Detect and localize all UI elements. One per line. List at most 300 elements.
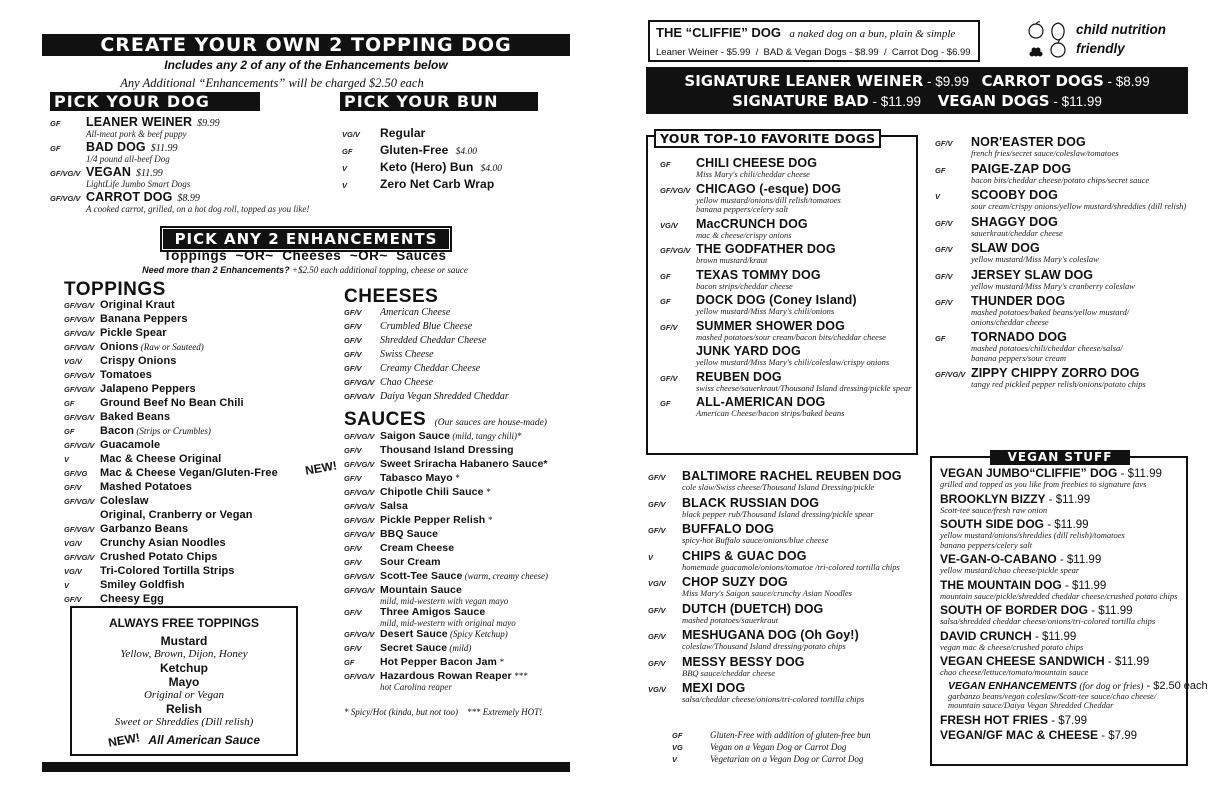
menu-dog: [660, 344, 916, 368]
diet-tag: GF/V: [344, 558, 362, 567]
dog-option-row: [50, 115, 320, 129]
dog-option: [50, 190, 320, 214]
sauce-item: [344, 444, 574, 458]
sauce-item: [344, 656, 574, 670]
vegan-item: [940, 552, 1188, 576]
menu-dog-desc: cole slaw/Swiss cheese/Thousand Island Dressing/pickle: [682, 482, 875, 492]
cliffie-desc: a naked dog on a bun, plain & simple: [789, 28, 956, 40]
topping-name: Garbanzo Beans: [100, 523, 189, 535]
toppings-list: [64, 299, 324, 607]
vegan-item-desc: Scott-tee sauce/fresh raw onion: [940, 504, 1048, 515]
topping-name: Cheesy Egg: [100, 593, 164, 605]
diet-tag: GF/V: [344, 322, 362, 331]
menu-dog-name: BLACK RUSSIAN DOG: [682, 495, 820, 510]
sauce-name: Chipotle Chili Sauce: [380, 486, 484, 498]
menu-dog-name: ZIPPY CHIPPY ZORRO DOG: [971, 366, 1140, 380]
menu-dog-row: [935, 366, 1195, 380]
menu-dog-row: [660, 217, 916, 231]
vegan-mac-item-price: - $7.99: [1098, 729, 1138, 742]
diet-tag: GF/VG/V: [344, 460, 375, 469]
sauce-note: *: [483, 487, 491, 497]
pick-dog-header: PICK YOUR DOG: [50, 92, 260, 111]
legend-text: Vegan on a Vegan Dog or Carrot Dog: [710, 742, 847, 752]
diet-tag: VG: [672, 743, 683, 752]
other-dogs-left-list: [648, 469, 918, 708]
topping-item: [64, 341, 324, 355]
menu-dog-name: THE GODFATHER DOG: [696, 242, 836, 256]
diet-tag: GF/V: [648, 658, 666, 668]
topping-item: [64, 397, 324, 411]
menu-dog: [660, 217, 916, 241]
menu-dog-row: [935, 162, 1195, 176]
vegan-title: VEGAN STUFF: [990, 450, 1130, 465]
diet-tag: GF/V: [660, 373, 678, 383]
sauce-item: [344, 542, 574, 556]
diet-tag: GF: [64, 427, 75, 436]
dog-price: $8.99: [172, 193, 200, 204]
dog-list: [50, 115, 320, 215]
vegan-item-price: - $11.99: [1061, 579, 1107, 592]
sauce-row: [344, 556, 574, 570]
menu-dog: [648, 549, 918, 573]
vegan-item-name: VEGAN JUMBO“CLIFFIE” DOG: [940, 466, 1118, 480]
menu-dog-name: JERSEY SLAW DOG: [971, 267, 1094, 282]
menu-dog: [660, 370, 916, 394]
diet-tag: GF/VG/V: [64, 525, 95, 534]
menu-dog: [648, 469, 918, 493]
top10-list: [660, 156, 916, 421]
menu-dog-desc: mashed potatoes/baked beans/yellow mustard/: [971, 307, 1130, 317]
toppings-title: TOPPINGS: [64, 279, 166, 300]
menu-dog-name: CHICAGO (-esque) DOG: [696, 181, 842, 196]
vegan-item-row: [940, 578, 1188, 592]
diet-tag: GF/VG/V: [64, 413, 95, 422]
sauce-item: [344, 486, 574, 500]
diet-tag: GF/VG/V: [64, 497, 95, 506]
menu-dog-desc: coleslaw/Thousand Island dressing/potato chips: [682, 641, 846, 651]
diet-tag: GF/V: [660, 322, 678, 332]
other-dogs-right-list: [935, 135, 1195, 393]
menu-dog-name: SLAW DOG: [971, 241, 1040, 255]
legend-item: [672, 754, 912, 766]
sauce-new-badge: NEW!: [304, 458, 338, 478]
cheeses-list: [344, 307, 564, 405]
menu-dog: [935, 268, 1195, 292]
diet-tag: GF/V: [648, 499, 666, 509]
menu-dog-name: CHILI CHEESE DOG: [696, 156, 818, 170]
dog-desc: A cooked carrot, grilled, on a hot dog roll, topped as you like!: [86, 204, 310, 214]
menu-dog-row: [660, 268, 916, 282]
vegan-item-desc: vegan mac & cheese/crushed potato chips: [940, 641, 1084, 652]
topping-name: Crushed Potato Chips: [100, 551, 218, 563]
topping-name: Bacon: [100, 425, 135, 437]
sauces-note: (Our sauces are house-made): [434, 418, 547, 428]
sauce-item: [344, 628, 574, 642]
cheese-name: Crumbled Blue Cheese: [380, 321, 473, 332]
sauce-note: (mild): [447, 643, 472, 653]
topping-name: Guacamole: [100, 439, 161, 451]
diet-tag: V: [342, 181, 348, 190]
diet-tag: GF/V: [935, 245, 953, 254]
diet-tag: VG/V: [342, 130, 360, 139]
diet-tag: GF: [935, 334, 946, 343]
sauce-sub: mild, mid-western with original mayo: [380, 618, 516, 628]
diet-tag: GF/VG/V: [344, 672, 375, 681]
diet-tag: GF/VG/V: [64, 343, 95, 352]
menu-dog-desc: Miss Mary's Saigon sauce/crunchy Asian Noodles: [682, 588, 852, 598]
menu-dog-desc: banana peppers/sour cream: [971, 352, 1067, 363]
menu-dog: [935, 135, 1195, 159]
vegan-item: [940, 492, 1188, 516]
diet-tag: GF/VG/V: [64, 553, 95, 562]
free-toppings-title: ALWAYS FREE TOPPINGS: [108, 616, 260, 630]
topping-name: Mashed Potatoes: [100, 481, 192, 493]
vegan-enh-desc: mountain sauce/Daiya Vegan Shredded Cheddar: [948, 700, 1114, 710]
topping-name: Jalapeno Peppers: [100, 383, 196, 395]
topping-name: Onions: [100, 341, 139, 353]
menu-dog: [935, 241, 1195, 265]
vegan-item-row: [940, 552, 1188, 566]
diet-tag: V: [64, 455, 70, 464]
cheeses-title: CHEESES: [344, 286, 439, 307]
diet-tag: GF/V: [344, 446, 362, 455]
sauce-row: [344, 472, 574, 486]
sauce-item: [344, 472, 574, 486]
vegan-item-row: [940, 603, 1188, 617]
diet-tag: VG/V: [648, 685, 666, 694]
menu-dog-name: BUFFALO DOG: [682, 522, 775, 536]
vegan-item-price: - $11.99: [1031, 630, 1077, 643]
topping-item: [64, 593, 324, 607]
bun-name: Keto (Hero) Bun: [380, 160, 474, 174]
sauce-name: Hazardous Rowan Reaper: [380, 670, 512, 682]
menu-dog-name: MESHUGANA DOG (Oh Goy!): [682, 628, 859, 642]
menu-dog-row: [648, 628, 918, 642]
diet-tag: GF: [672, 731, 683, 740]
cliffie-box: [648, 20, 980, 62]
vegan-item: [940, 578, 1188, 602]
menu-dog-desc: french fries/secret sauce/coleslaw/tomatoes: [971, 148, 1119, 158]
sauces-list: [344, 430, 574, 692]
free-topping-name: Ketchup: [160, 661, 208, 675]
menu-dog-row: [935, 294, 1195, 308]
vegan-item-name: VE-GAN-O-CABANO: [940, 552, 1057, 566]
menu-dog-name: MEXI DOG: [682, 681, 746, 695]
legend-item: [672, 730, 912, 742]
dog-desc: 1/4 pound all-beef Dog: [86, 154, 170, 164]
sauce-note: *: [496, 657, 504, 667]
menu-dog-row: [648, 549, 918, 563]
cheese-item: [344, 377, 564, 391]
diet-tag: GF/V: [64, 483, 82, 492]
child-nutrition-icon: [1024, 20, 1072, 60]
diet-tag: GF: [50, 119, 61, 128]
menu-dog-name: BALTIMORE RACHEL REUBEN DOG: [682, 469, 902, 483]
menu-dog-desc: mashed potatoes/sauerkraut: [682, 614, 779, 625]
diet-tag: GF/V: [344, 544, 362, 553]
diet-tag: GF/V: [648, 526, 666, 535]
diet-tag: GF/V: [648, 605, 666, 615]
topping-name: Tomatoes: [100, 369, 152, 381]
diet-tag: GF/VG/V: [660, 185, 691, 195]
vegan-item-price: - $11.99: [1045, 493, 1091, 506]
menu-dog: [660, 242, 916, 266]
sauce-name: Tabasco Mayo: [380, 472, 453, 484]
vegan-item-row: [940, 629, 1188, 643]
vegan-mac-item: [940, 728, 1188, 742]
menu-dog-row: [648, 575, 918, 589]
enhancements-note: [100, 265, 510, 275]
topping-name: Original Kraut: [100, 299, 175, 311]
vegan-enhancements: [940, 679, 1208, 711]
menu-dog-desc: American Cheese/bacon strips/baked beans: [696, 408, 845, 418]
vegan-item-price: - $11.99: [1088, 605, 1133, 617]
diet-tag: GF/V: [344, 608, 362, 617]
vegan-list: [940, 466, 1208, 742]
vegan-item-row: [940, 654, 1188, 668]
diet-tag: GF: [342, 147, 353, 156]
diet-tag: GF/VG/V: [344, 392, 375, 401]
sauce-name: Salsa: [380, 500, 408, 512]
topping-item: [64, 355, 324, 369]
sig-vegan-price: - $11.99: [1049, 94, 1102, 109]
diet-tag: VG/V: [648, 579, 666, 588]
diet-tag: GF/VG/V: [660, 246, 691, 255]
diet-tag: VG/V: [64, 357, 82, 366]
menu-dog-desc: mac & cheese/crispy onions: [696, 229, 792, 240]
diet-tag: VG/V: [64, 567, 82, 576]
menu-dog-row: [660, 370, 916, 384]
diet-tag: V: [342, 164, 348, 173]
menu-dog-name: DOCK DOG (Coney Island): [696, 293, 857, 307]
topping-name: Tri-Colored Tortilla Strips: [100, 565, 235, 577]
dog-desc: LightLife Jumbo Smart Dogs: [86, 179, 191, 189]
diet-tag: GF/VG/V: [344, 502, 375, 511]
menu-dog: [648, 681, 918, 705]
child-nutrition-label: child nutrition friendly: [1076, 22, 1166, 56]
bun-list: [342, 126, 562, 194]
free-topping-desc: Yellow, Brown, Dijon, Honey: [120, 648, 248, 660]
sauce-note: (mild, tangy chili)*: [450, 431, 522, 441]
sig-leaner-price: - $9.99: [923, 74, 970, 89]
topping-item: [64, 453, 324, 467]
sauce-name: Mountain Sauce: [380, 584, 462, 596]
fries-item-name: FRESH HOT FRIES: [940, 712, 1049, 727]
free-topping-name: Mustard: [160, 634, 208, 648]
legend-item: [672, 742, 912, 754]
topping-item: [64, 537, 324, 551]
vegan-item: [940, 517, 1188, 550]
menu-dog: [935, 330, 1195, 363]
vegan-item-desc: mountain sauce/pickle/shredded cheddar cheese/crushed potato chips: [940, 590, 1178, 601]
cheese-item: [344, 391, 564, 405]
diet-tag: GF: [50, 144, 61, 153]
dog-name: CARROT DOG: [86, 190, 173, 204]
sauce-item: [344, 556, 574, 570]
sauces-title: SAUCES: [344, 409, 427, 430]
menu-dog-row: [648, 602, 918, 616]
sauce-item: [344, 514, 574, 528]
vegan-item-name: THE MOUNTAIN DOG: [940, 577, 1062, 592]
diet-tag: GF: [660, 160, 671, 169]
cheese-item: [344, 321, 564, 335]
cheese-name: Creamy Cheddar Cheese: [380, 363, 481, 374]
topping-item: [64, 439, 324, 453]
free-toppings-list: [72, 634, 296, 729]
topping-item: [64, 565, 324, 579]
menu-dog-name: NOR'EASTER DOG: [971, 135, 1086, 149]
topping-item: [64, 509, 324, 523]
diet-tag: GF/VG/V: [344, 530, 375, 539]
create-subtitle: Includes any 2 of any of the Enhancements below: [164, 58, 448, 72]
menu-dog-row: [648, 496, 918, 510]
diet-tag: GF/V: [935, 298, 953, 307]
dog-price: $9.99: [192, 118, 220, 129]
menu-dog-name: MESSY BESSY DOG: [682, 654, 805, 669]
diet-tag: GF/VG: [64, 469, 88, 478]
menu-dog-name: CHOP SUZY DOG: [682, 575, 788, 589]
vegan-item-desc: salsa/shredded cheddar cheese/onions/tri-colored tortilla chips: [940, 616, 1156, 626]
vegan-enh-desc: garbanzo beans/vegan coleslaw/Scott-tee sauce/chao cheese/: [948, 690, 1157, 701]
diet-tag: GF/VG/V: [64, 301, 95, 310]
vegan-item-price: - $11.99: [1056, 554, 1102, 566]
menu-dog-name: SCOOBY DOG: [971, 188, 1058, 202]
topping-item: [64, 467, 324, 481]
dog-option-row: [50, 190, 320, 204]
menu-dog-row: [660, 319, 916, 333]
diet-tag: GF/VG/V: [50, 169, 81, 178]
free-topping-name: Relish: [165, 702, 202, 716]
cheese-name: Chao Cheese: [380, 377, 434, 388]
diet-tag: GF: [660, 271, 671, 281]
vegan-item-price: - $11.99: [1117, 468, 1162, 480]
menu-dog-row: [660, 395, 916, 409]
free-topping-name: Mayo: [168, 675, 200, 689]
sauce-name: Three Amigos Sauce: [380, 606, 486, 618]
diet-tag: GF/VG/V: [344, 630, 375, 639]
menu-dog: [935, 162, 1195, 186]
vegan-item-name: VEGAN CHEESE SANDWICH: [940, 654, 1105, 668]
vegan-item-name: SOUTH SIDE DOG: [940, 517, 1045, 531]
menu-dog-desc: tangy red pickled pepper relish/onions/potato chips: [971, 379, 1146, 389]
diet-tag: VG/V: [64, 539, 82, 548]
menu-dog-row: [935, 188, 1195, 202]
sauce-row: [344, 528, 574, 542]
menu-dog-desc: yellow mustard/Miss Mary's coleslaw: [971, 254, 1099, 264]
sauce-note: ***: [511, 671, 528, 681]
diet-tag: GF: [935, 165, 946, 175]
sauce-item: [344, 458, 574, 472]
menu-dog: [935, 294, 1195, 327]
menu-dog-name: DUTCH (DUETCH) DOG: [682, 601, 824, 616]
sig-carrot-price: - $8.99: [1103, 74, 1150, 89]
menu-dog-desc: spicy-hot Buffalo sauce/onions/blue cheese: [682, 535, 829, 545]
topping-item: [64, 383, 324, 397]
create-extra-note: Any Additional “Enhancements” will be charged $2.50 each: [120, 76, 424, 90]
menu-dog: [935, 188, 1195, 212]
menu-dog-desc: BBQ sauce/cheddar cheese: [682, 667, 775, 678]
enhancements-banner: PICK ANY 2 ENHANCEMENTS: [163, 229, 449, 249]
topping-item: [64, 523, 324, 537]
menu-dog-row: [648, 469, 918, 483]
menu-dog-desc: mashed potatoes/sour cream/bacon bits/cheddar cheese: [696, 331, 886, 342]
topping-item: [64, 299, 324, 313]
diet-legend: [672, 730, 912, 766]
sauce-row: [344, 500, 574, 514]
menu-dog-desc: homemade guacamole/onions/tomatoe /tri-colored tortilla chips: [682, 561, 900, 572]
sauce-name: Saigon Sauce: [380, 430, 451, 442]
free-new-item: All American Sauce: [148, 733, 261, 747]
cliffie-name: THE “CLIFFIE” DOG: [656, 25, 781, 40]
dog-option: [50, 115, 320, 139]
topping-name: Crunchy Asian Noodles: [100, 537, 226, 549]
fries-item-price: - $7.99: [1048, 714, 1088, 727]
menu-dog: [648, 575, 918, 599]
sauce-item: [344, 606, 574, 628]
vegan-mac-item-name: VEGAN/GF MAC & CHEESE: [940, 727, 1099, 742]
sauce-name: Cream Cheese: [380, 542, 455, 554]
cheese-item: [344, 335, 564, 349]
topping-item: [64, 369, 324, 383]
vegan-item-price: - $11.99: [1044, 519, 1089, 531]
cheese-name: Shredded Cheddar Cheese: [380, 335, 487, 346]
diet-tag: VG/V: [660, 220, 678, 230]
top10-title: YOUR TOP-10 FAVORITE DOGS: [654, 129, 881, 148]
dog-name: VEGAN: [86, 165, 131, 179]
sauce-row: [344, 628, 574, 642]
sauce-note: *: [485, 515, 493, 525]
menu-dog: [648, 496, 918, 520]
vegan-enh-note: (for dog or fries): [1076, 681, 1144, 692]
menu-dog-desc: banana peppers/celery salt: [696, 204, 789, 214]
vegan-item-desc: yellow mustard/onions/shreddies (dill relish)/tomatoes: [940, 530, 1125, 540]
sauce-name: BBQ Sauce: [380, 528, 439, 540]
sauce-sub: hot Carolina reaper: [380, 682, 452, 692]
menu-dog-row: [935, 215, 1195, 229]
menu-dog: [660, 293, 916, 317]
topping-name: Banana Peppers: [100, 313, 188, 325]
menu-dog-row: [660, 182, 916, 196]
vegan-item-desc: grilled and topped as you like from freebies to signature favs: [940, 479, 1147, 489]
diet-tag: GF/VG/V: [344, 432, 375, 441]
sauce-row: [344, 542, 574, 556]
menu-dog-row: [935, 241, 1195, 255]
diet-tag: GF: [660, 399, 671, 408]
free-topping-desc: Original or Vegan: [143, 689, 225, 701]
bun-option: [342, 160, 562, 174]
menu-dog: [660, 268, 916, 292]
sauce-row: [344, 656, 574, 670]
diet-tag: GF/VG/V: [64, 371, 95, 380]
sauce-note: (warm, creamy cheese): [462, 571, 549, 581]
diet-tag: GF/VG/V: [64, 441, 95, 450]
menu-dog-name: THUNDER DOG: [971, 294, 1066, 308]
sig-bad: SIGNATURE BAD: [732, 92, 869, 110]
vegan-enh-price: - $2.50 each: [1143, 679, 1208, 692]
vegan-item-row: [940, 492, 1188, 506]
topping-item: [64, 495, 324, 509]
menu-dog: [660, 395, 916, 419]
menu-dog-row: [935, 135, 1195, 149]
diet-tag: GF/VG/V: [344, 516, 375, 525]
menu-dog-row: [935, 330, 1195, 344]
cheese-item: [344, 349, 564, 363]
sig-carrot: CARROT DOGS: [981, 72, 1104, 90]
sauce-name: Scott-Tee Sauce: [380, 570, 463, 582]
bun-option: [342, 126, 562, 140]
diet-tag: GF/V: [344, 336, 362, 345]
vegan-item: [940, 466, 1188, 490]
